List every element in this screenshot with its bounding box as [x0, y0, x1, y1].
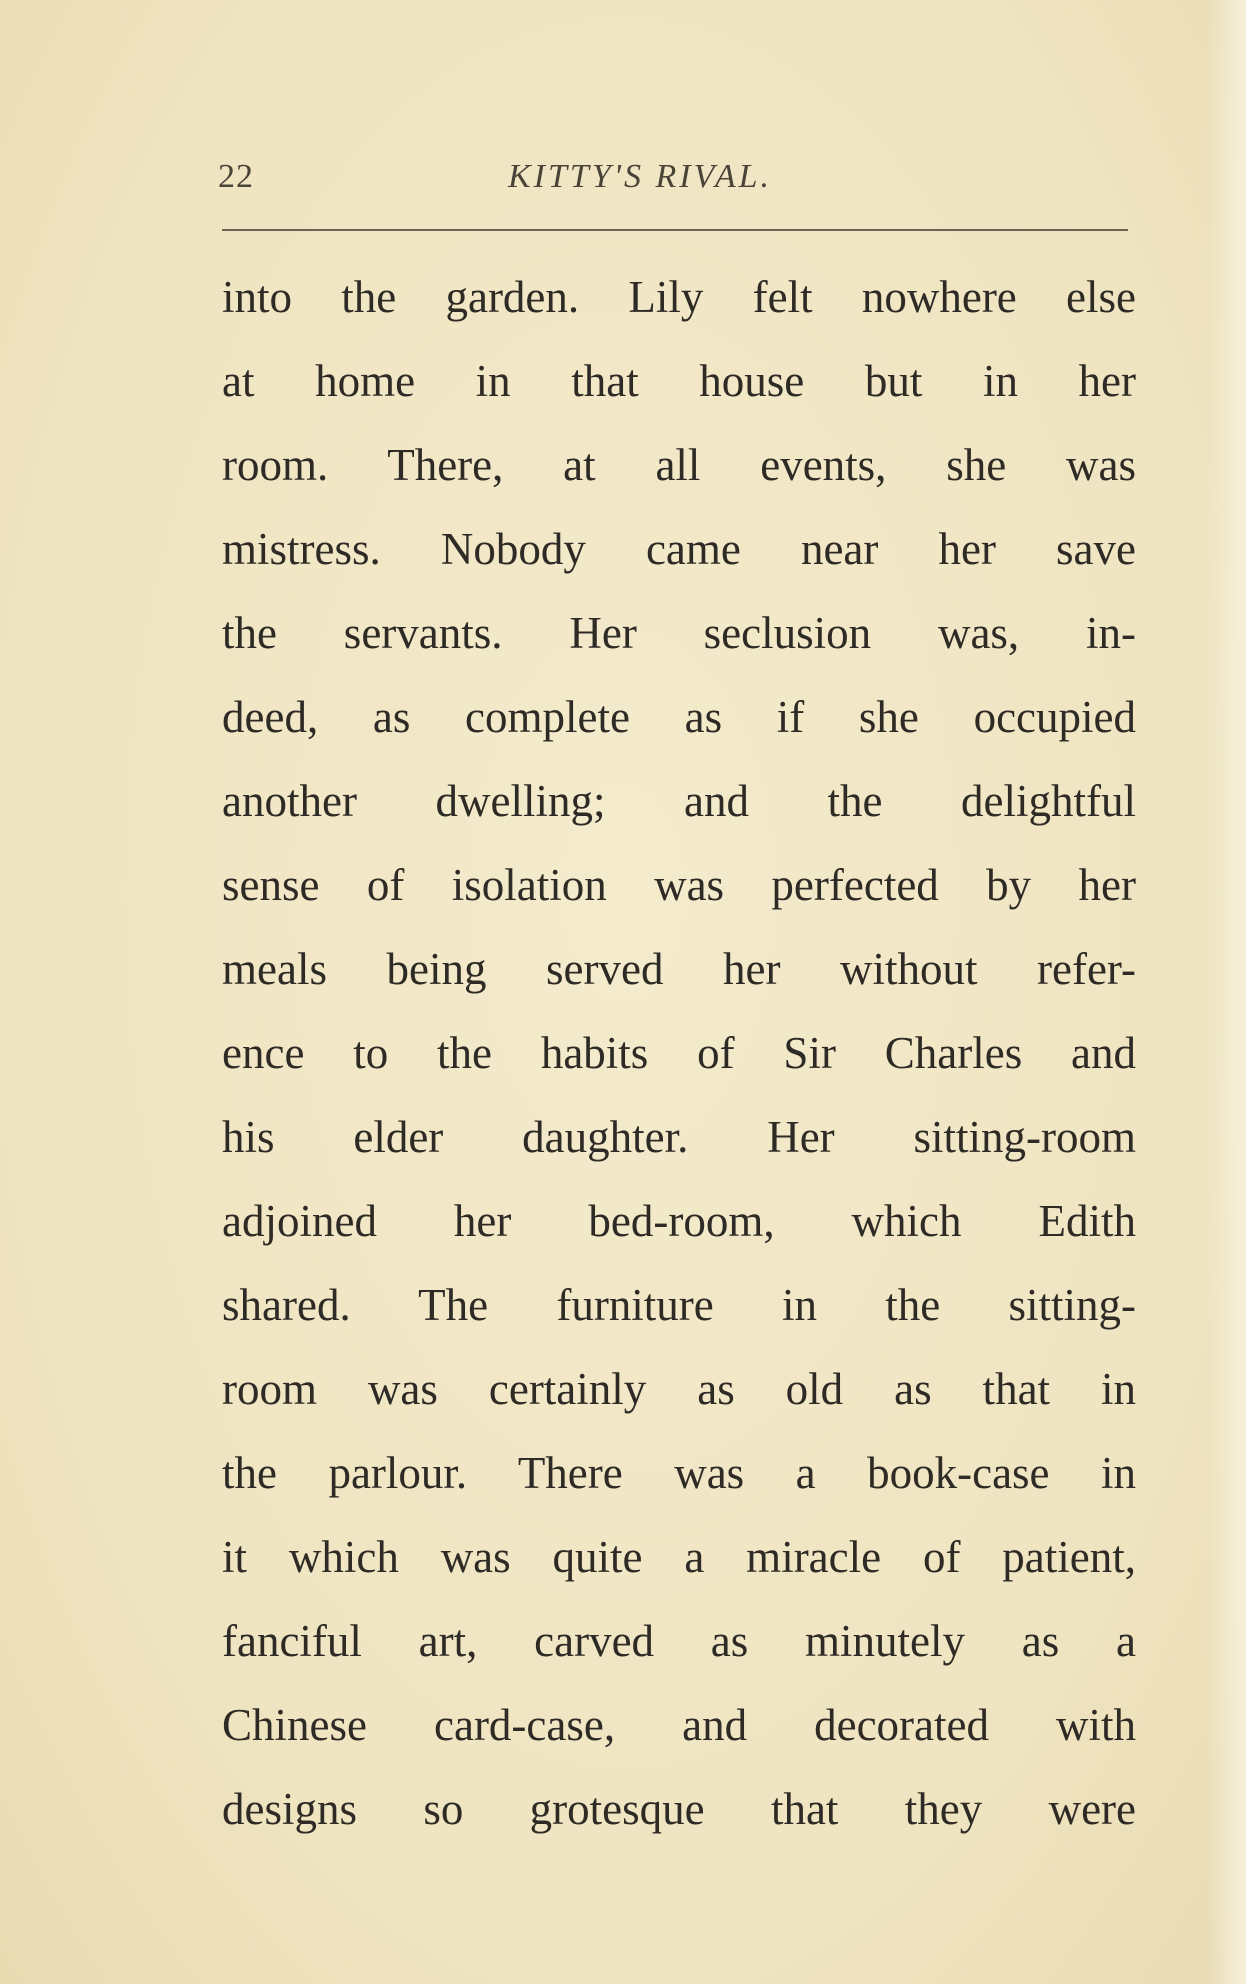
text-line: room was certainly as old as that in — [222, 1364, 1136, 1414]
page-header — [218, 158, 1136, 208]
text-line: ence to the habits of Sir Charles and — [222, 1028, 1136, 1078]
text-line: the servants. Her seclusion was, in- — [222, 608, 1136, 658]
text-line: fanciful art, carved as minutely as a — [222, 1616, 1136, 1666]
text-line: meals being served her without refer- — [222, 944, 1136, 994]
text-line: another dwelling; and the delightful — [222, 776, 1136, 826]
body-text — [222, 262, 1136, 1858]
text-line: shared. The furniture in the sitting- — [222, 1280, 1136, 1330]
text-line: deed, as complete as if she occupied — [222, 692, 1136, 742]
text-line: designs so grotesque that they were — [222, 1784, 1136, 1834]
text-line: mistress. Nobody came near her save — [222, 524, 1136, 574]
text-line: adjoined her bed-room, which Edith — [222, 1196, 1136, 1246]
text-line: his elder daughter. Her sitting-room — [222, 1112, 1136, 1162]
page-number: 22 — [218, 158, 254, 195]
header-rule — [222, 229, 1128, 231]
text-line: Chinese card-case, and decorated with — [222, 1700, 1136, 1750]
text-line: into the garden. Lily felt nowhere else — [222, 272, 1136, 322]
running-title: KITTY'S RIVAL. — [508, 158, 773, 195]
text-line: at home in that house but in her — [222, 356, 1136, 406]
text-line: room. There, at all events, she was — [222, 440, 1136, 490]
page-edge-shade — [1206, 0, 1246, 1984]
text-line: sense of isolation was perfected by her — [222, 860, 1136, 910]
text-line: it which was quite a miracle of patient, — [222, 1532, 1136, 1582]
text-line: the parlour. There was a book-case in — [222, 1448, 1136, 1498]
